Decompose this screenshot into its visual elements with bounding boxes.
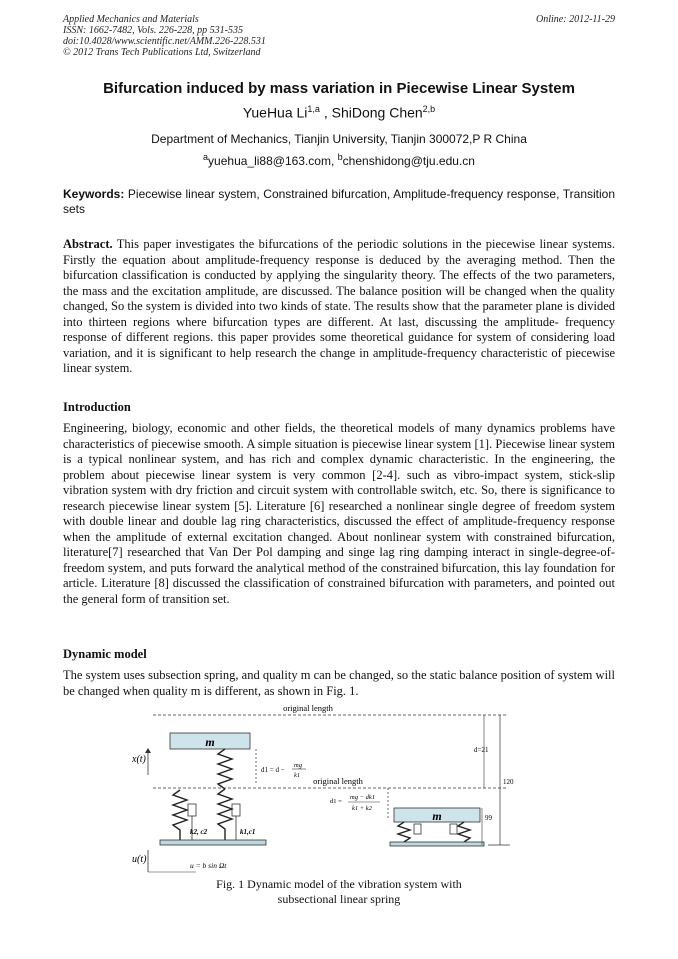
email-a-sup: a (203, 152, 209, 162)
dynamic-text: The system uses subsection spring, and quality m can be changed, so the static balance position of system will be changed when quality m is different, as shown in Fig. 1. (63, 668, 615, 698)
spring-k1-upper (218, 749, 232, 789)
caption-line-1: Fig. 1 Dynamic model of the vibration system with (216, 877, 462, 891)
email-a[interactable]: yuehua_li88@163.com, (208, 154, 338, 168)
label-original-length-mid: original length (313, 776, 363, 786)
emails (0, 152, 678, 168)
mass-2-label: m (432, 809, 442, 823)
spring-right-1 (398, 822, 410, 842)
journal-name: Applied Mechanics and Materials (63, 14, 199, 25)
doi: doi:10.4028/www.scientific.net/AMM.226-228.531 (63, 36, 266, 47)
spring-right-2 (458, 822, 470, 842)
caption-line-2: subsectional linear spring (277, 892, 401, 906)
authors (0, 104, 678, 121)
eq-mg: mg (294, 762, 302, 769)
author-separator: , (319, 104, 332, 121)
author-1-sup: 1,a (307, 104, 320, 114)
eq-k1: k1 (294, 772, 301, 779)
intro-text: Engineering, biology, economic and other fields, the theoretical models of many dynamics problems have characteristics of piecewise smooth. A simple situation is piecewise linear system [1]. Piecewise linear system is a typical nonlinear system, and has rich and complex dynamic characteristic. In the engineering, the problem about piecewise linear system is very common [2-4]. such as vibro-impact system, stick-slip vibration system with dry friction and circuit system with controllable switch, etc. So, there is significance to research piecewise linear system [5]. Literature [6] researched a nonlinear single degree of freedom system with double linear and double lag ring characteristics, discussed the effect of amplitude-frequency response when the amplitude of external excitation changed. About nonlinear system with constrained bifurcation, literature[7] researched that Van Der Pol damping and singe lag ring damping interact in single-degree-of-freedom system, and puts forward the analytical method of the constrained bifurcation, this lay foundation for article. Literature [8] discussed the classification of constrained bifurcation with parameters, and pointed out the general form of transition set. (63, 421, 615, 606)
x-arrow-head (145, 748, 151, 753)
email-b-sup: b (337, 152, 343, 162)
label-original-length-top: original length (283, 703, 333, 713)
dim-99: 99 (485, 814, 492, 822)
mass-1-label: m (205, 735, 215, 749)
affiliation: Department of Mechanics, Tianjin University, Tianjin 300072,P R China (151, 132, 527, 146)
keywords-label: Keywords: (63, 187, 125, 201)
keywords (63, 187, 615, 217)
email-b[interactable]: chenshidong@tju.edu.cn (342, 154, 475, 168)
x-t-label: x(t) (132, 754, 146, 765)
author-2: ShiDong Chen (331, 104, 423, 121)
eq-numerator: mg − dk1 (350, 794, 375, 801)
figure-1 (118, 700, 528, 875)
dynamic-heading: Dynamic model (63, 647, 147, 661)
damper-c2-left (188, 804, 196, 816)
eq-d1-mid: d1 = (330, 798, 342, 805)
u-t-label: u(t) (132, 854, 147, 865)
label-k2c2: k2, c2 (190, 828, 208, 836)
abstract (63, 237, 615, 377)
keywords-text: Piecewise linear system, Constrained bifurcation, Amplitude-frequency response, Transition sets (63, 187, 615, 216)
damper-c1 (232, 804, 240, 816)
journal-header (63, 14, 266, 58)
damper-right-1 (414, 824, 421, 834)
excitation-eq: u = b sin Ωt (190, 861, 227, 870)
eq-d1-top: d1 = d − (261, 766, 285, 774)
label-k1c1: k1,c1 (240, 828, 256, 836)
author-2-sup: 2,b (422, 104, 436, 114)
author-1: YueHua Li (242, 104, 308, 121)
base-plate-right (390, 842, 484, 846)
abstract-label: Abstract. (63, 237, 113, 251)
spring-k1-lower (218, 789, 232, 840)
issn: ISSN: 1662-7482, Vols. 226-228, pp 531-535 (63, 25, 243, 36)
abstract-text: This paper investigates the bifurcations of the periodic solutions in the piecewise linear systems. Firstly the equation about amplitude-frequency response is deduced by the averaging method. Then the bifurcation classification is conducted by applying the singularity theory. The effects of the two parameters, the mass and the excitation amplitude, are discussed. The balance position will be changed when the quality changed, So the system is divided into two kinds of state. The results show that the parameter plane is divided into thirteen regions where bifurcation types are different. At last, discussing the amplitude- frequency response of different regions. this paper provides some theoretical guidance for system of considering load variation, and it is significant to help research the change in amplitude-frequency characteristic of piecewise linear system. (63, 237, 615, 375)
dynamic-model-diagram (118, 700, 528, 875)
eq-denominator: k1 + k2 (352, 805, 372, 812)
copyright: © 2012 Trans Tech Publications Ltd, Switzerland (63, 47, 261, 58)
damper-right-2 (450, 824, 457, 834)
intro-heading: Introduction (63, 400, 131, 414)
base-plate-left (160, 840, 266, 845)
online-date: Online: 2012-11-29 (536, 14, 615, 25)
dim-120: 120 (503, 778, 514, 786)
paper-title: Bifurcation induced by mass variation in Piecewise Linear System (103, 80, 575, 97)
d21-label: d=21 (474, 746, 489, 754)
figure-caption (0, 877, 678, 907)
spring-k2-left (173, 790, 187, 840)
